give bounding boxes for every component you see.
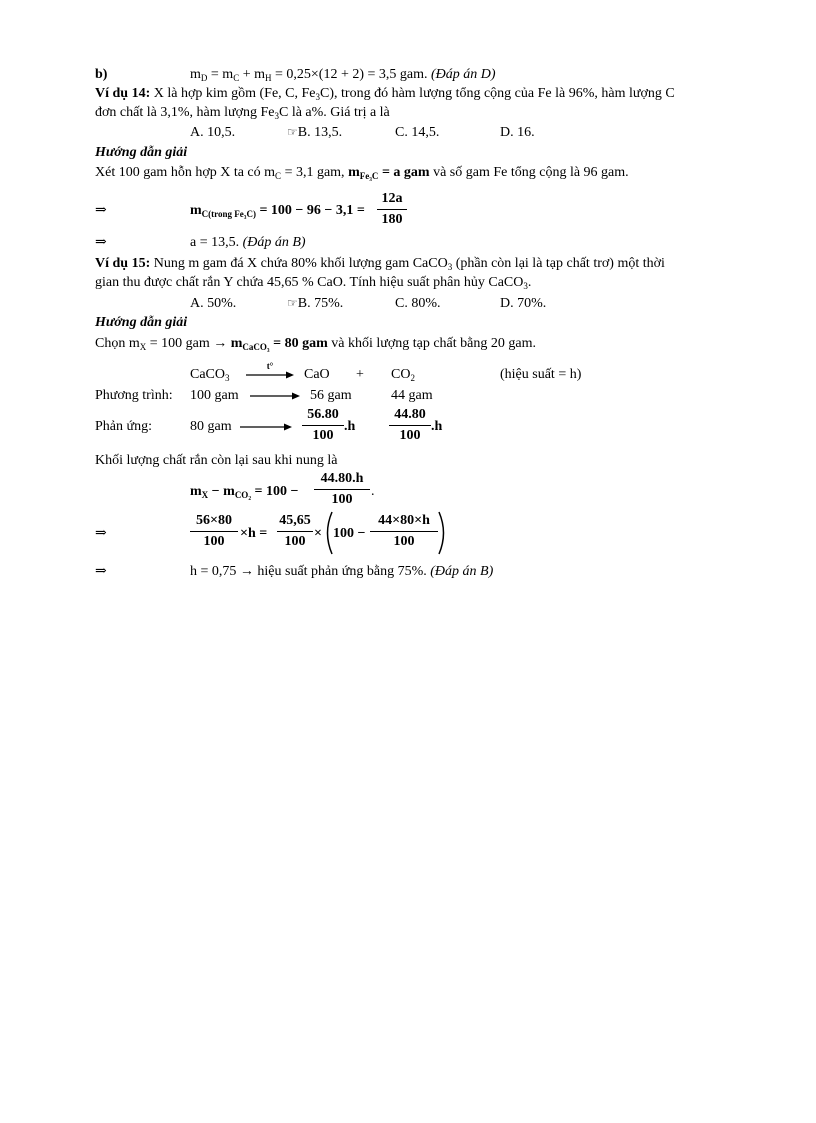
fraction-44-80-h: 44.80.h 100	[314, 470, 370, 509]
product-cao: CaO	[304, 367, 330, 382]
factor-h: .h	[431, 419, 443, 434]
equation-label: Phương trình:	[95, 388, 173, 403]
implies-icon: ⇒	[95, 203, 107, 218]
reaction-80-gam: 80 gam	[190, 419, 232, 434]
fraction-56x80: 56×80 100	[190, 512, 238, 551]
remaining-mass-text: Khối lượng chất rắn còn lại sau khi nung là	[95, 453, 338, 468]
part-b-label: b)	[95, 67, 108, 82]
option-c: C. 14,5.	[395, 125, 440, 140]
reaction-arrow-icon	[246, 370, 294, 380]
efficiency-note: (hiệu suất = h)	[500, 367, 582, 382]
choice-mark-icon: ☞	[287, 125, 298, 139]
condition-heat: t°	[266, 361, 274, 371]
example-15-line-2: gian thu được chất rắn Y chứa 45,65 % CaO. Tính hiệu suất phân hủy CaCO$_3$.	[95, 275, 532, 291]
reactant-caco3: CaCO$_3$	[190, 367, 230, 383]
right-paren	[437, 510, 449, 556]
option-c: C. 80%.	[395, 296, 441, 311]
fraction-44x80xh: 44×80×h 100	[370, 512, 438, 551]
example-15-line-1: Ví dụ 15: Nung m gam đá X chứa 80% khối lượng gam CaCO$_3$ (phần còn lại là tạp chất trơ) một thời	[95, 256, 665, 272]
example-14-line-1: Ví dụ 14: X là hợp kim gồm (Fe, C, $Fe_3C$), trong đó hàm lượng tổng cộng của Fe là 96%, hàm lượng C	[95, 86, 675, 102]
reaction-label: Phản ứng:	[95, 419, 152, 434]
equation-44-gam: 44 gam	[391, 388, 433, 403]
guide-14-heading: Hướng dẫn giải	[95, 145, 188, 160]
remaining-mass-equation: $m_X - m_{CO_2} = 100$ −	[190, 484, 299, 500]
implies-icon: ⇒	[95, 526, 107, 541]
answer-note: (Đáp án D)	[431, 67, 496, 82]
fraction-12a-180: 12a 180	[377, 190, 407, 229]
fraction-44-80: 44.80 100	[389, 406, 431, 445]
implies-icon: ⇒	[95, 564, 107, 579]
guide-14-line-1: Xét 100 gam hỗn hợp X ta có $m_C = 3,1$ gam, $m_{Fe_3C} = a$ gam và số gam Fe tổng cộng là 96 gam.	[95, 165, 629, 181]
option-a: A. 50%.	[190, 296, 237, 311]
long-arrow-icon	[240, 422, 292, 432]
implies-icon: ⇒	[95, 235, 107, 250]
guide-15-heading: Hướng dẫn giải	[95, 315, 188, 330]
times-sign: ×	[314, 526, 322, 541]
option-d: D. 70%.	[500, 296, 547, 311]
product-co2: $CO_2$	[391, 367, 415, 383]
arrow-right-icon: →	[239, 564, 254, 579]
guide-15-choose: Chọn $m_X = 100$ gam → $m_{CaCO_3} = 80$ gam và khối lượng tạp chất bằng 20 gam.	[95, 336, 536, 352]
equation-56-gam: 56 gam	[310, 388, 352, 403]
guide-14-eq-1: $m_{C(trong Fe_3C)} = 100 - 96 - 3,1$ =	[190, 203, 365, 219]
arrow-right-icon: →	[213, 336, 228, 351]
fraction-45-65: 45,65 100	[277, 512, 313, 551]
guide-14-eq-2: a = 13,5. (Đáp án B)	[190, 235, 306, 250]
times-h-equals: ×h =	[240, 526, 268, 541]
part-b-equation: $m_D = m_C + m_H = 0,25\times(12 + 2) = 3,5$ gam. (Đáp án D)	[190, 67, 496, 83]
option-d: D. 16.	[500, 125, 535, 140]
fraction-56-80: 56.80 100	[302, 406, 344, 445]
option-a: A. 10,5.	[190, 125, 236, 140]
example-14-line-2: đơn chất là 3,1%, hàm lượng $Fe_3C$ là a%. Giá trị a là	[95, 105, 390, 121]
equation-100-gam: 100 gam	[190, 388, 239, 403]
hundred-minus: 100 −	[333, 526, 366, 541]
option-b: ☞B. 75%.	[287, 296, 344, 311]
period: .	[371, 484, 375, 499]
plus-sign: +	[356, 367, 364, 382]
choice-mark-icon: ☞	[287, 296, 298, 310]
final-answer-line: h = 0,75 → hiệu suất phản ứng bằng 75%. (Đáp án B)	[190, 564, 494, 579]
factor-h: .h	[344, 419, 356, 434]
option-b: ☞B. 13,5.	[287, 125, 343, 140]
long-arrow-icon	[250, 391, 300, 401]
